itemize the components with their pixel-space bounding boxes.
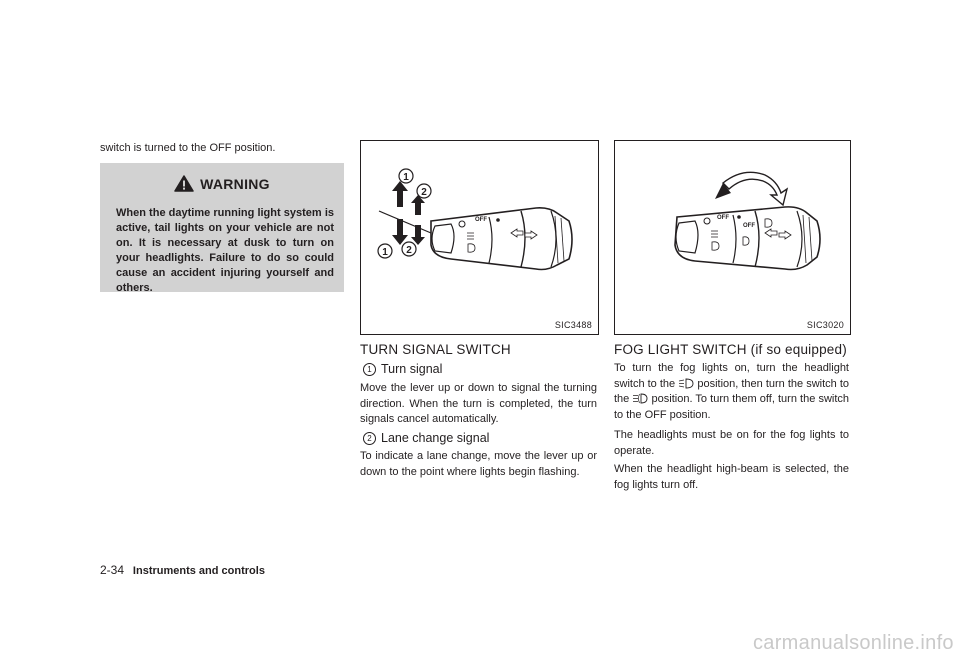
number-2-badge: 2 bbox=[363, 432, 376, 445]
watermark: carmanualsonline.info bbox=[753, 632, 954, 654]
fog-light-icon bbox=[632, 393, 648, 404]
figure-caption: SIC3488 bbox=[554, 320, 592, 330]
headlight-icon bbox=[678, 378, 694, 389]
turn-signal-subheading-title: Turn signal bbox=[381, 362, 443, 376]
figure-caption: SIC3020 bbox=[806, 320, 844, 330]
warning-title: WARNING bbox=[200, 176, 270, 192]
number-1-badge: 1 bbox=[363, 363, 376, 376]
off-label: OFF bbox=[717, 215, 729, 221]
turn-signal-figure bbox=[360, 140, 599, 335]
off-label-fog: OFF bbox=[743, 223, 755, 229]
warning-heading bbox=[100, 175, 344, 192]
section-title: Instruments and controls bbox=[132, 565, 265, 577]
page-footer bbox=[100, 561, 265, 579]
callout-1-bottom: 1 bbox=[382, 247, 388, 258]
off-label: OFF bbox=[475, 217, 487, 223]
fog-light-para-2: The headlights must be on for the fog lights to operate. bbox=[614, 429, 849, 457]
turn-signal-subheading bbox=[363, 362, 442, 376]
warning-body: When the daytime running light system is active, tail lights on your vehicle are not on. It is necessary at dusk to turn on your headlights. Failure to do so could cause an accident injuring yourself and others. bbox=[116, 207, 334, 294]
fog-light-para-1-b: position, then turn the switch to the bbox=[614, 377, 850, 405]
warning-triangle-icon bbox=[174, 175, 194, 192]
callout-2-bottom: 2 bbox=[406, 245, 412, 256]
fog-light-figure bbox=[614, 140, 851, 335]
callout-1-top: 1 bbox=[403, 172, 409, 183]
turn-signal-lever-illustration bbox=[361, 141, 598, 334]
fog-light-para-1-a: To turn the fog lights on, turn the headlight switch to the bbox=[614, 362, 849, 390]
fog-light-para-1-c: position. To turn them off, turn the switch to the OFF position. bbox=[614, 393, 850, 421]
lane-change-subheading-title: Lane change signal bbox=[381, 431, 490, 445]
page-number: 2-34 bbox=[100, 563, 125, 577]
turn-signal-body: Move the lever up or down to signal the turning direction. When the turn is completed, the turn signals cancel automatically. bbox=[360, 382, 597, 425]
fog-light-para-1 bbox=[614, 361, 849, 423]
turn-signal-heading: TURN SIGNAL SWITCH bbox=[360, 342, 511, 357]
warning-box bbox=[100, 163, 344, 292]
fog-light-heading: FOG LIGHT SWITCH (if so equipped) bbox=[614, 342, 847, 357]
lane-change-body: To indicate a lane change, move the lever up or down to the point where lights begin flashing. bbox=[360, 450, 597, 478]
fog-light-lever-illustration bbox=[615, 141, 850, 334]
lane-change-subheading bbox=[363, 431, 489, 445]
callout-2-top: 2 bbox=[421, 187, 427, 198]
intro-text: switch is turned to the OFF position. bbox=[100, 142, 276, 154]
fog-light-para-3: When the headlight high-beam is selected, the fog lights turn off. bbox=[614, 463, 849, 491]
